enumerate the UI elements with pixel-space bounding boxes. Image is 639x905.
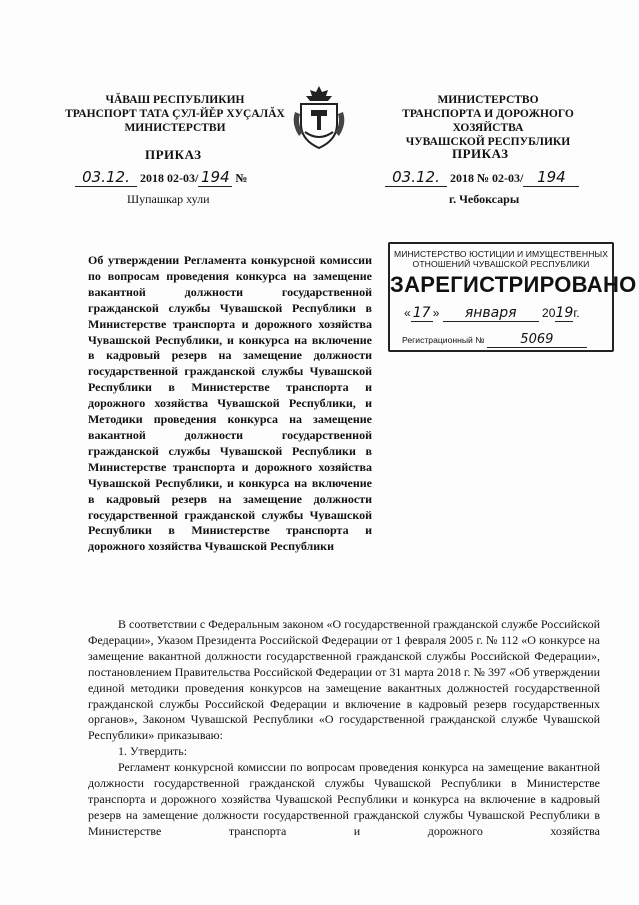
header-left-line1: ЧĂВАШ РЕСПУБЛИКИН [105, 94, 245, 106]
handwritten-number-right: 194 [523, 168, 579, 187]
stamp-title: ЗАРЕГИСТРИРОВАНО [390, 272, 637, 297]
header-left-line3: МИНИСТЕРСТВИ [124, 122, 226, 134]
document-title: Об утверждении Регламента конкурсной комиссии по вопросам проведения конкурса на замещение вакантной должности государственной гражданской службы Чувашской Республики в Министерстве транспорта и дорожного хозяйства Чувашской Республики, и конкурса на включение в кадровый резерв на замещение должности государственной гражданской службы Чувашской Республики в Министерстве транспорта и дорожного хозяйства Чувашской Республики, и Методики проведения конкурса на замещение вакантной должности государственной гражданской службы Чувашской Республики в Министерстве транспорта и дорожного хозяйства Чувашской Республики, и конкурса на включение в кадровый резерв на замещение должности государственной гражданской службы Чувашской Республики в Министерстве транспорта и дорожного хозяйства Чувашской Республики [88, 253, 372, 554]
stamp-year-prefix: 20 [542, 306, 556, 320]
coat-of-arms-icon [289, 82, 349, 154]
stamp-registration [402, 332, 587, 348]
stamp-year: 19 [555, 305, 574, 321]
body-paragraph-2: Регламент конкурсной комиссии по вопросам проведения конкурса на замещение вакантной должности государственной гражданской службы Чувашской Республики в Министерстве транспорта и дорожного хозяйства Чувашской Республики и конкурса на включение в кадровый резерв на замещение должности государственной гражданской службы Чувашской Республики в Министерстве транспорта и дорожного хозяйства [88, 760, 600, 838]
number-prefix-left: 02-03/ [167, 171, 199, 185]
order-number-right [385, 168, 579, 187]
year-prefix-right: 2018 № 02-03/ [450, 171, 524, 185]
registration-stamp [388, 242, 637, 352]
place-right: г. Чебоксары [449, 192, 520, 206]
stamp-reg-label: Регистрационный № [402, 335, 485, 345]
stamp-year-suffix: г. [573, 306, 580, 320]
handwritten-date-left: 03.12. [75, 168, 137, 187]
header-right-line2: ТРАНСПОРТА И ДОРОЖНОГО ХОЗЯЙСТВА [402, 108, 574, 134]
header-right [368, 93, 608, 149]
header-right-line1: МИНИСТЕРСТВО [437, 94, 539, 106]
handwritten-number-left: 194 [198, 168, 232, 187]
header-right-line3: ЧУВАШСКОЙ РЕСПУБЛИКИ [405, 136, 571, 148]
document-body [88, 617, 600, 840]
stamp-month: января [443, 305, 539, 322]
body-paragraph-1: В соответствии с Федеральным законом «О государственной гражданской службе Российской Федерации», Указом Президента Российской Федерации от 1 февраля 2005 г. № 112 «О конкурсе на замещение вакантной должности государственной гражданской службы Российской Федерации», постановлением Правительства Российской Федерации от 31 марта 2018 г. № 397 «Об утверждении единой методики проведения конкурсов на замещение вакантных должностей государственной гражданской службы Российской Федерации и включение в кадровый резерв государственных органов», Законом Чувашской Республики «О государственной гражданской службе Чувашской Республики» приказываю: [88, 617, 600, 743]
year-left: 2018 [140, 171, 164, 185]
order-title-right: ПРИКАЗ [452, 146, 509, 161]
body-item-1: 1. Утвердить: [118, 744, 188, 759]
header-left-line2: ТРАНСПОРТ ТАТА ÇУЛ-ЙĔР ХУÇАЛĂХ [65, 108, 285, 120]
stamp-day: 17 [411, 305, 433, 322]
stamp-date: « 17 » января 2019г. [404, 305, 580, 321]
order-title-left: ПРИКАЗ [145, 147, 202, 162]
stamp-reg-number: 5069 [487, 332, 587, 348]
stamp-header: МИНИСТЕРСТВО ЮСТИЦИИ И ИМУЩЕСТВЕННЫХ ОТНОШЕНИЙ ЧУВАШСКОЙ РЕСПУБЛИКИ [393, 249, 609, 269]
handwritten-date-right: 03.12. [385, 168, 447, 187]
header-left [60, 93, 290, 135]
number-sign-left: № [235, 171, 248, 185]
place-left: Шупашкар хули [127, 192, 210, 206]
order-number-left [75, 168, 247, 187]
